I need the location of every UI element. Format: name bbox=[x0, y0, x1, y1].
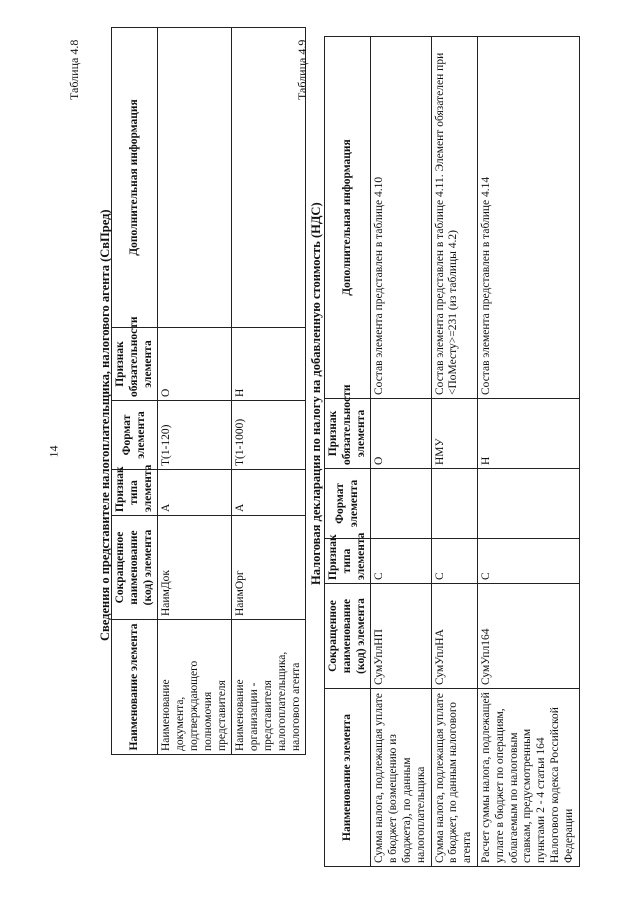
cell-code: СумУплНА bbox=[431, 584, 477, 689]
cell-name: Сумма налога, подлежащая уплате в бюджет, по данным налогового агента bbox=[431, 689, 477, 867]
table-4-9 bbox=[324, 36, 580, 867]
cell-code: СумУплНП bbox=[371, 584, 431, 689]
cell-required: НМУ bbox=[431, 399, 477, 469]
cell-type: С bbox=[477, 539, 579, 584]
cell-name: Наименование документа, подтверждающего полномочия представителя bbox=[158, 620, 232, 755]
cell-required: О bbox=[158, 328, 232, 401]
cell-info: Состав элемента представлен в таблице 4.14 bbox=[477, 37, 579, 399]
cell-format: T(1-1000) bbox=[232, 401, 306, 470]
cell-name: Сумма налога, подлежащая уплате в бюджет (возмещению из бюджета), по данным налогоплательщика bbox=[371, 689, 431, 867]
cell-info bbox=[158, 28, 232, 328]
cell-type: С bbox=[371, 539, 431, 584]
cell-info: Состав элемента представлен в таблице 4.10 bbox=[371, 37, 431, 399]
cell-required: О bbox=[371, 399, 431, 469]
header-element-required: Признак обязательности элемента bbox=[112, 328, 158, 401]
cell-code: НаимОрг bbox=[232, 516, 306, 620]
header-element-required: Признак обязательности элемента bbox=[325, 399, 371, 469]
cell-code: СумУпл164 bbox=[477, 584, 579, 689]
header-element-info: Дополнительная информация bbox=[325, 37, 371, 399]
header-element-info: Дополнительная информация bbox=[112, 28, 158, 328]
table-row bbox=[158, 28, 232, 755]
page-number: 14 bbox=[46, 445, 61, 458]
table-row bbox=[232, 28, 306, 755]
cell-info: Состав элемента представлен в таблице 4.11. Элемент обязателен при <ПоМесту>=231 (из таблицы 4.2) bbox=[431, 37, 477, 399]
header-element-name: Наименование элемента bbox=[112, 620, 158, 755]
cell-type: А bbox=[232, 470, 306, 516]
cell-type: С bbox=[431, 539, 477, 584]
cell-name: Расчет суммы налога, подлежащей уплате в бюджет по операциям, облагаемым по налоговым ставкам, предусмотренным пунктами 2 - 4 статьи 164 Налогового кодекса Российской Федерации bbox=[477, 689, 579, 867]
table-row bbox=[371, 37, 431, 867]
cell-type: А bbox=[158, 470, 232, 516]
cell-name: Наименование организации - представителя налогоплательщика, налогового агента bbox=[232, 620, 306, 755]
header-element-type: Признак типа элемента bbox=[325, 539, 371, 584]
header-element-format: Формат элемента bbox=[325, 469, 371, 539]
cell-required: Н bbox=[232, 328, 306, 401]
table-row bbox=[431, 37, 477, 867]
cell-format bbox=[477, 469, 579, 539]
table-4-8-title: Сведения о представителе налогоплательщика, налогового агента (СвПред) bbox=[98, 209, 112, 641]
table-4-8-label: Таблица 4.8 bbox=[67, 39, 81, 100]
table-4-9-label: Таблица 4.9 bbox=[295, 39, 309, 100]
header-element-code: Сокращенное наименование (код) элемента bbox=[325, 584, 371, 689]
table-row bbox=[477, 37, 579, 867]
cell-format bbox=[431, 469, 477, 539]
table-4-9-title: Налоговая декларация по налогу на добавленную стоимость (НДС) bbox=[309, 202, 323, 585]
table-4-8-header-row bbox=[112, 28, 158, 755]
cell-format: T(1-120) bbox=[158, 401, 232, 470]
table-4-8 bbox=[111, 27, 306, 755]
header-element-type: Признак типа элемента bbox=[112, 470, 158, 516]
table-4-9-header-row bbox=[325, 37, 371, 867]
cell-code: НаимДок bbox=[158, 516, 232, 620]
cell-format bbox=[371, 469, 431, 539]
cell-required: Н bbox=[477, 399, 579, 469]
header-element-name: Наименование элемента bbox=[325, 689, 371, 867]
header-element-code: Сокращенное наименование (код) элемента bbox=[112, 516, 158, 620]
header-element-format: Формат элемента bbox=[112, 401, 158, 470]
